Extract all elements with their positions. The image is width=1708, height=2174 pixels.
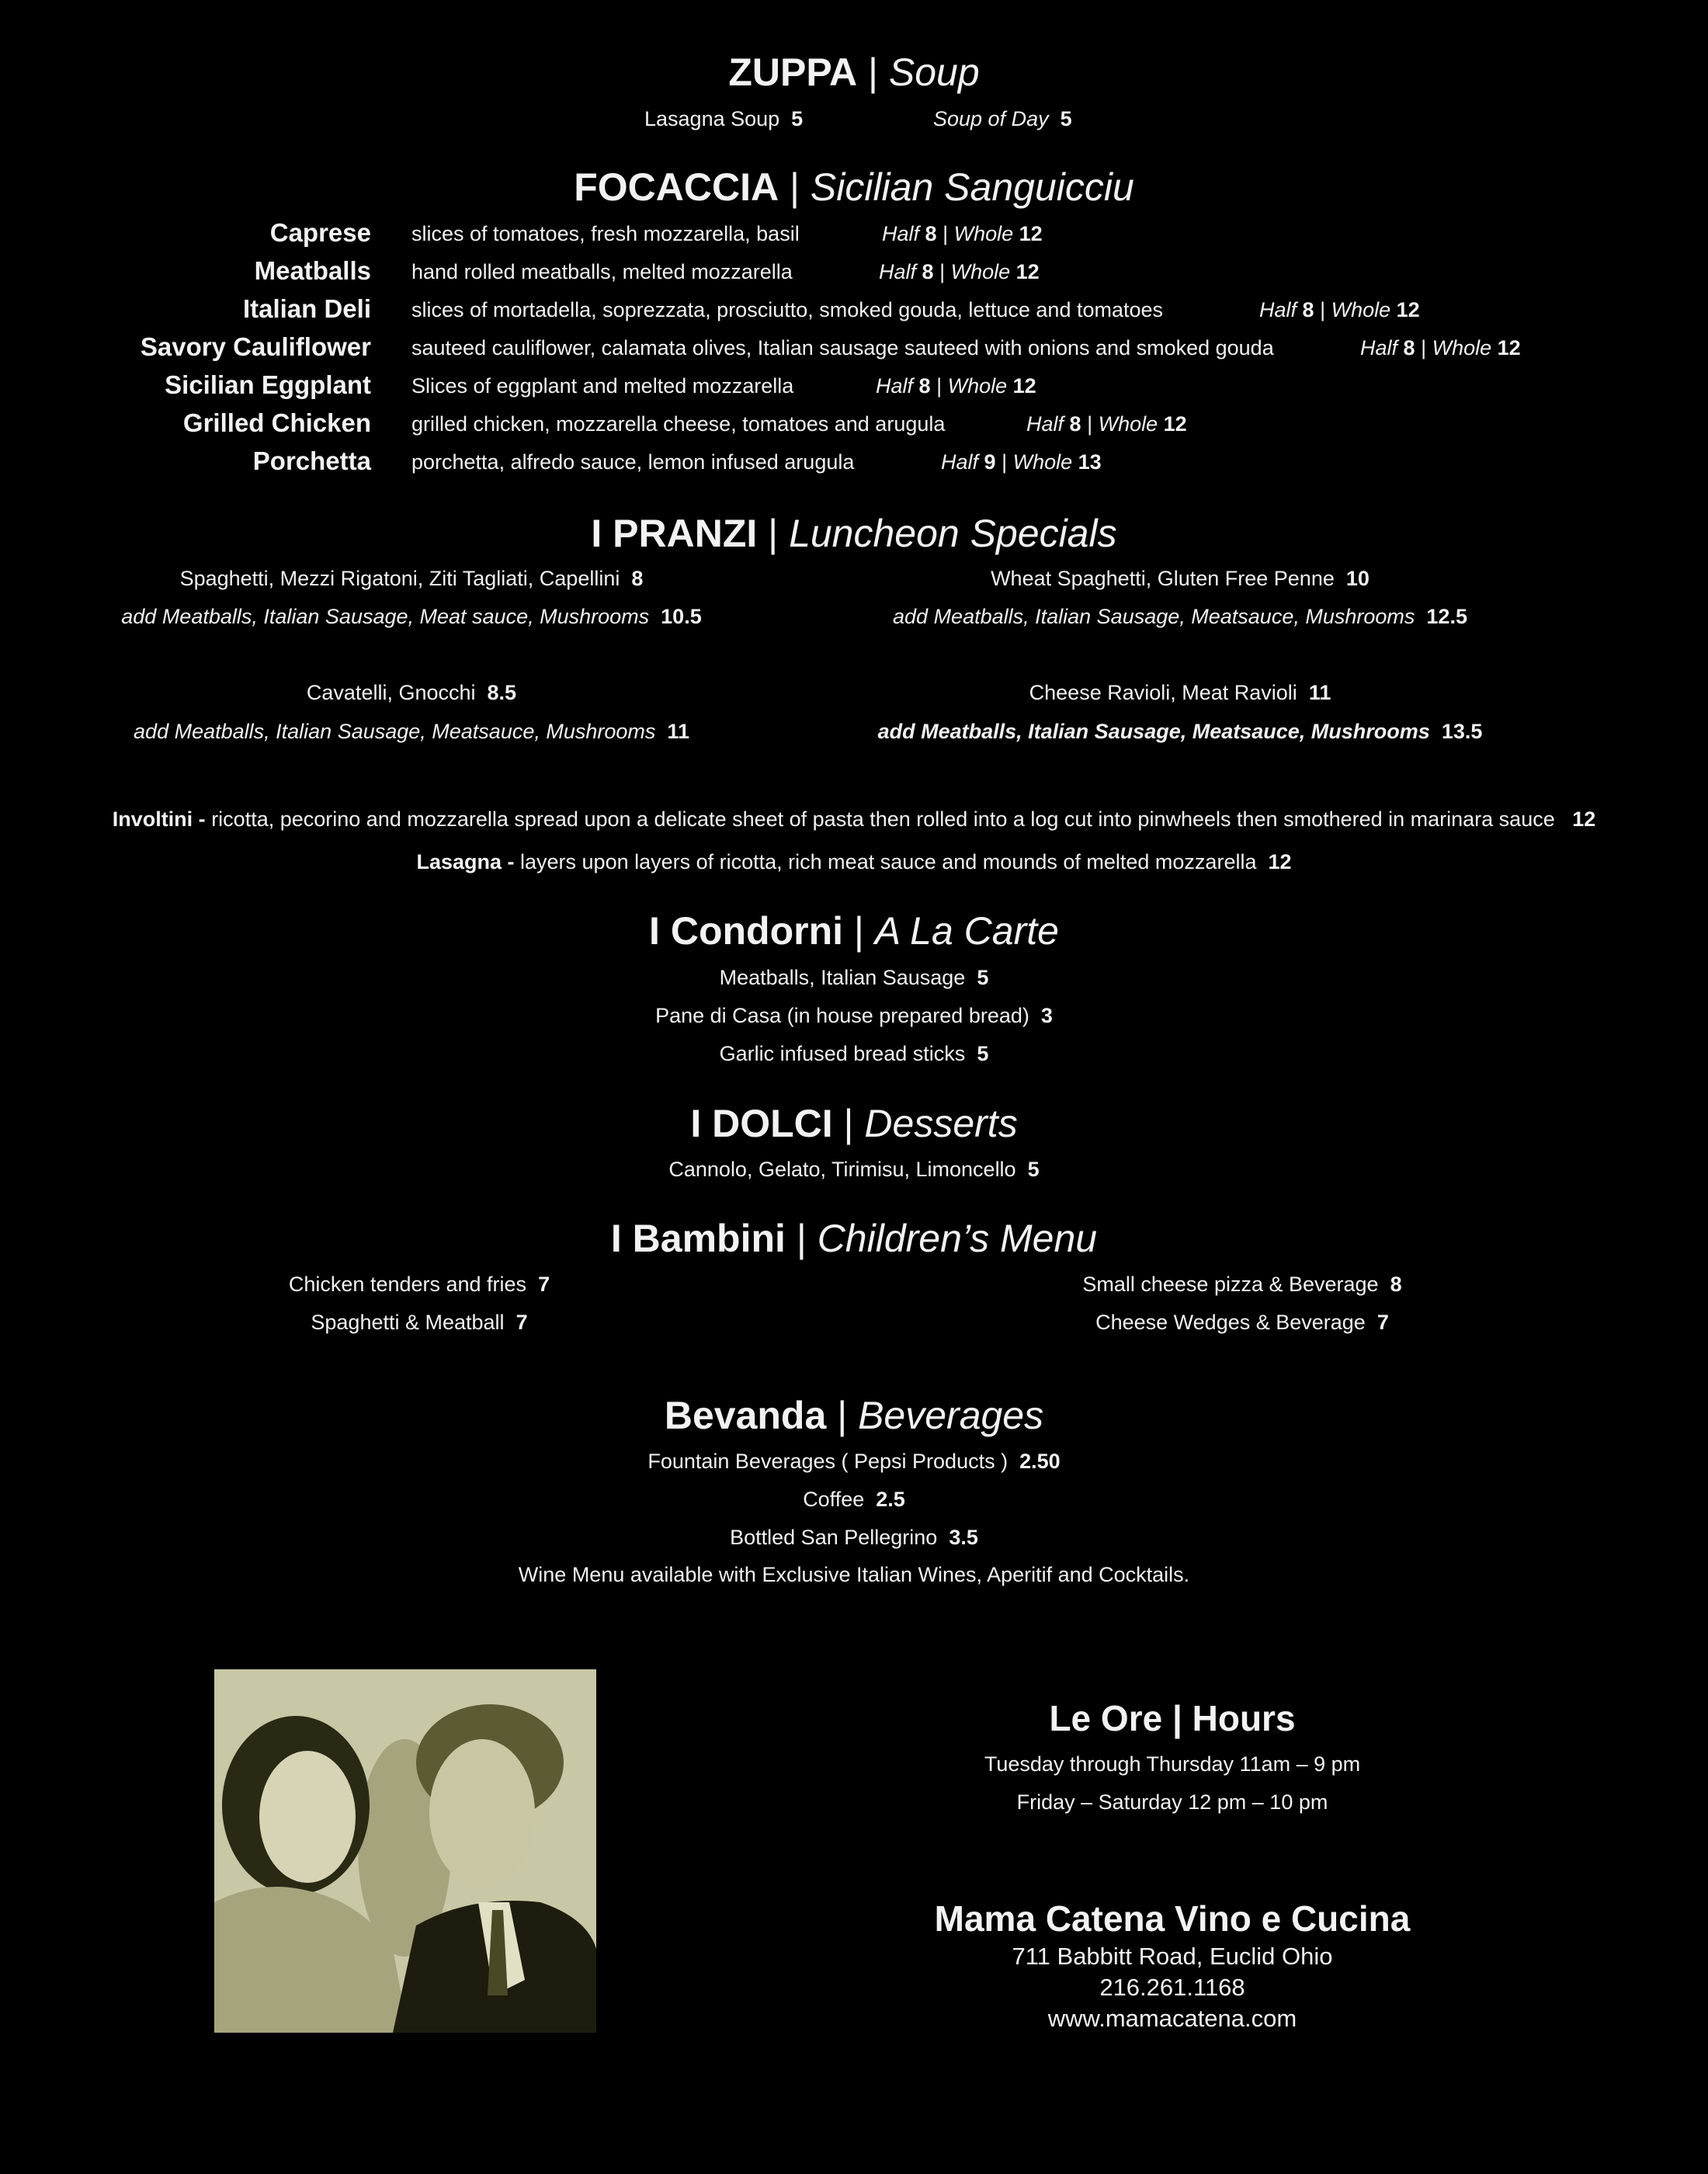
zuppa-title: ZUPPA | Soup xyxy=(728,50,980,94)
menu-item: Garlic infused bread sticks 5 xyxy=(719,1042,989,1065)
menu-item: Spaghetti & Meatball 7 xyxy=(311,1311,528,1334)
pranzi-add: add Meatballs, Italian Sausage, Meatsauce, Mushrooms 13.5 xyxy=(877,720,1483,743)
restaurant-name: Mama Catena Vino e Cucina xyxy=(934,1898,1411,1939)
focaccia-item-price: Half 8 | Whole 12 xyxy=(1259,298,1420,321)
menu-item: Cannolo, Gelato, Tirimisu, Limoncello 5 xyxy=(668,1158,1040,1181)
focaccia-item-desc: grilled chicken, mozzarella cheese, tomatoes and arugula xyxy=(411,412,946,436)
focaccia-item-price: Half 8 | Whole 12 xyxy=(1026,412,1187,436)
vintage-couple-photo xyxy=(214,1669,596,2033)
menu-item: Pane di Casa (in house prepared bread) 3 xyxy=(655,1004,1053,1027)
focaccia-item-desc: porchetta, alfredo sauce, lemon infused arugula xyxy=(411,450,855,474)
website-link[interactable]: www.mamacatena.com xyxy=(1047,2005,1297,2032)
dolci-title: I DOLCI | Desserts xyxy=(690,1102,1018,1145)
hours-line: Friday – Saturday 12 pm – 10 pm xyxy=(1016,1790,1328,1814)
hours-title: Le Ore | Hours xyxy=(1049,1698,1296,1738)
pranzi-base: Wheat Spaghetti, Gluten Free Penne 10 xyxy=(991,567,1370,590)
menu-item: Chicken tenders and fries 7 xyxy=(288,1273,550,1296)
menu-item: Meatballs, Italian Sausage 5 xyxy=(719,966,989,989)
focaccia-item-name: Meatballs xyxy=(254,256,371,285)
focaccia-item-desc: sauteed cauliflower, calamata olives, Italian sausage sauteed with onions and smoked gouda xyxy=(411,336,1274,359)
focaccia-item-price: Half 8 | Whole 12 xyxy=(1360,336,1521,359)
menu-item: Soup of Day 5 xyxy=(933,107,1072,130)
hours-line: Tuesday through Thursday 11am – 9 pm xyxy=(984,1752,1361,1776)
pranzi-title: I PRANZI | Luncheon Specials xyxy=(591,512,1117,555)
pranzi-add: add Meatballs, Italian Sausage, Meatsauce, Mushrooms 11 xyxy=(134,720,689,743)
address: 711 Babbitt Road, Euclid Ohio xyxy=(1012,1943,1333,1970)
focaccia-item-desc: slices of mortadella, soprezzata, prosciutto, smoked gouda, lettuce and tomatoes xyxy=(411,298,1164,321)
menu-item: Bottled San Pellegrino 3.5 xyxy=(730,1526,978,1549)
menu-item: Lasagna Soup 5 xyxy=(644,107,804,130)
focaccia-item-name: Caprese xyxy=(269,218,371,247)
menu-item: Coffee 2.5 xyxy=(803,1488,905,1511)
menu-item: Cheese Wedges & Beverage 7 xyxy=(1095,1311,1389,1334)
focaccia-item-price: Half 8 | Whole 12 xyxy=(876,374,1036,398)
focaccia-item-name: Grilled Chicken xyxy=(182,408,371,437)
bambini-title: I Bambini | Children’s Menu xyxy=(610,1217,1098,1260)
focaccia-item-desc: slices of tomatoes, fresh mozzarella, basil xyxy=(411,222,800,245)
focaccia-item-name: Porchetta xyxy=(252,446,371,475)
menu-item: Small cheese pizza & Beverage 8 xyxy=(1082,1273,1402,1296)
involtini-line: Involtini - ricotta, pecorino and mozzarella spread upon a delicate sheet of pasta then rolled into a log cut into pinwheels then smothered in marinara sauce 12 xyxy=(112,807,1596,831)
lasagna-line: Lasagna - layers upon layers of ricotta, rich meat sauce and mounds of melted mozzarella 12 xyxy=(416,850,1292,873)
pranzi-add: add Meatballs, Italian Sausage, Meat sauce, Mushrooms 10.5 xyxy=(121,605,702,628)
pranzi-base: Cheese Ravioli, Meat Ravioli 11 xyxy=(1029,681,1331,704)
focaccia-item-price: Half 8 | Whole 12 xyxy=(879,260,1040,283)
focaccia-item-name: Sicilian Eggplant xyxy=(165,370,371,399)
condorni-title: I Condorni | A La Carte xyxy=(649,909,1059,953)
focaccia-item-name: Savory Cauliflower xyxy=(140,332,371,361)
phone: 216.261.1168 xyxy=(1099,1974,1245,2001)
bevanda-title: Bevanda | Beverages xyxy=(664,1394,1044,1437)
focaccia-item-price: Half 8 | Whole 12 xyxy=(882,222,1043,245)
focaccia-item-desc: hand rolled meatballs, melted mozzarella xyxy=(411,260,793,283)
focaccia-item-price: Half 9 | Whole 13 xyxy=(941,450,1102,474)
pranzi-base: Cavatelli, Gnocchi 8.5 xyxy=(306,681,517,704)
pranzi-base: Spaghetti, Mezzi Rigatoni, Ziti Tagliati, Capellini 8 xyxy=(179,567,644,590)
focaccia-title: FOCACCIA | Sicilian Sanguicciu xyxy=(574,165,1134,209)
focaccia-item-desc: Slices of eggplant and melted mozzarella xyxy=(411,374,794,398)
focaccia-item-name: Italian Deli xyxy=(242,294,371,323)
wine-note: Wine Menu available with Exclusive Italian Wines, Aperitif and Cocktails. xyxy=(518,1563,1190,1586)
menu-item: Fountain Beverages ( Pepsi Products ) 2.50 xyxy=(647,1450,1061,1473)
pranzi-add: add Meatballs, Italian Sausage, Meatsauce, Mushrooms 12.5 xyxy=(893,605,1467,628)
